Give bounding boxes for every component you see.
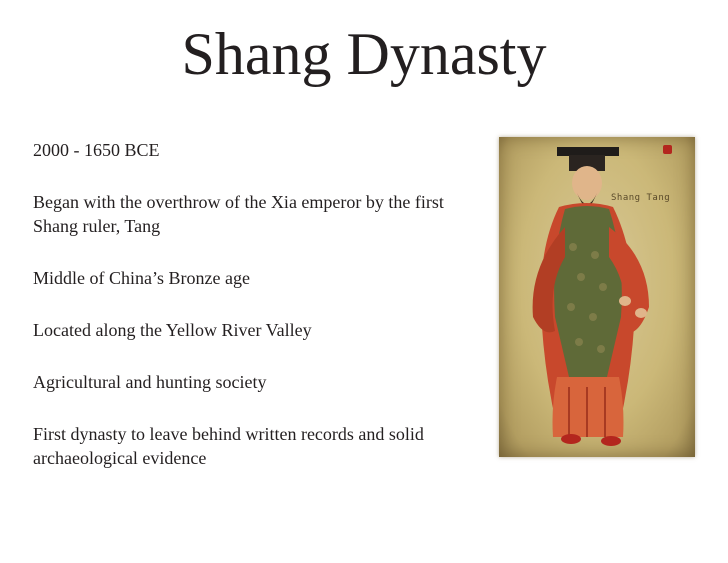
red-seal-mark (663, 145, 672, 154)
bullet-society: Agricultural and hunting society (33, 372, 267, 392)
bullet-dates: 2000 - 1650 BCE (33, 140, 160, 160)
portrait-caption: Shang Tang (611, 193, 671, 203)
shang-tang-portrait (499, 137, 695, 457)
bullet-records: First dynasty to leave behind written records and solid archaeological evidence (33, 424, 424, 468)
slide-title: Shang Dynasty (181, 21, 547, 87)
bullet-location: Located along the Yellow River Valley (33, 320, 312, 340)
emperor-figure-illustration (499, 137, 695, 457)
bullet-bronze-age: Middle of China’s Bronze age (33, 268, 250, 288)
bullet-origin: Began with the overthrow of the Xia emperor by the first Shang ruler, Tang (33, 192, 444, 236)
bullet-list (33, 138, 473, 498)
